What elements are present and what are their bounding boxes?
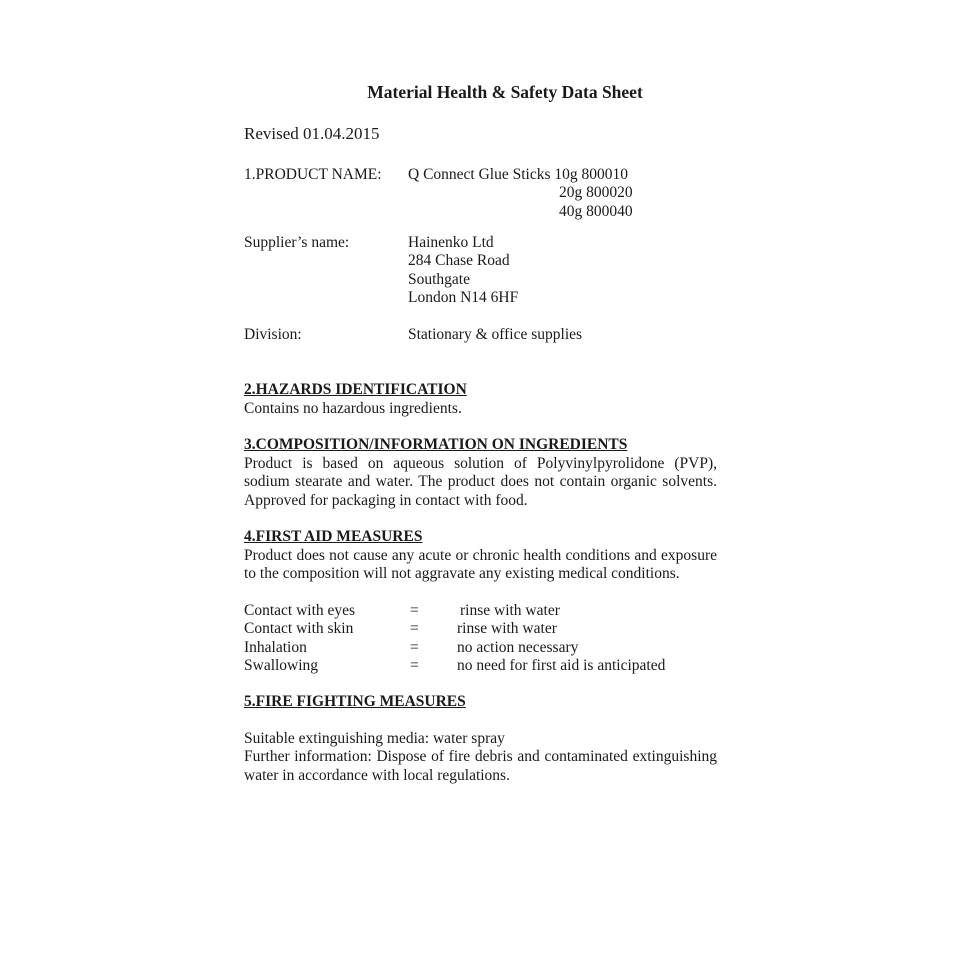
product-variants [559, 184, 633, 221]
product-variant: 40g 800040 [559, 202, 633, 220]
first-aid-heading: 4.FIRST AID MEASURES [244, 528, 423, 545]
first-aid-value: rinse with water [457, 620, 557, 638]
first-aid-equals: = [410, 638, 419, 656]
first-aid-value: no action necessary [457, 638, 579, 656]
first-aid-key: Inhalation [244, 638, 307, 656]
page-title: Material Health & Safety Data Sheet [367, 82, 643, 102]
division-value: Stationary & office supplies [408, 326, 583, 343]
first-aid-key: Contact with eyes [244, 601, 356, 619]
first-aid-equals: = [410, 657, 419, 674]
supplier-line: 284 Chase Road [408, 252, 510, 270]
supplier-address [408, 234, 518, 308]
revision-date: Revised 01.04.2015 [244, 124, 380, 143]
first-aid-value: no need for first aid is anticipated [457, 657, 666, 674]
supplier-line: Southgate [408, 270, 470, 288]
product-name-value: Q Connect Glue Sticks 10g 800010 [408, 166, 628, 183]
first-aid-equals: = [410, 601, 419, 619]
first-aid-equals: = [410, 620, 419, 638]
supplier-line: London N14 6HF [408, 289, 519, 307]
supplier-line: Hainenko Ltd [408, 234, 494, 251]
hazards-heading: 2.HAZARDS IDENTIFICATION [244, 381, 467, 398]
extinguishing-media: Suitable extinguishing media: water spray [244, 730, 505, 747]
fire-fighting-heading: 5.FIRE FIGHTING MEASURES [244, 693, 466, 710]
first-aid-value: rinse with water [460, 601, 560, 619]
product-name-label: 1.PRODUCT NAME: [244, 166, 382, 183]
first-aid-key: Contact with skin [244, 620, 354, 638]
composition-heading: 3.COMPOSITION/INFORMATION ON INGREDIENTS [244, 436, 628, 453]
fire-further-information: Further information: Dispose of fire debris and contaminated extinguishing water in accordance with local regulations. [244, 748, 717, 784]
supplier-label: Supplier’s name: [244, 234, 350, 251]
product-variant: 20g 800020 [559, 184, 633, 202]
hazards-text: Contains no hazardous ingredients. [244, 400, 462, 417]
division-label: Division: [244, 326, 302, 343]
first-aid-key: Swallowing [244, 657, 319, 674]
composition-text: Product is based on aqueous solution of Polyvinylpyrolidone (PVP), sodium stearate and water. The product does not contain organic solvents. Approved for packaging in contact with food. [244, 455, 717, 509]
first-aid-text: Product does not cause any acute or chronic health conditions and exposure to the composition will not aggravate any existing medical conditions. [244, 547, 717, 583]
